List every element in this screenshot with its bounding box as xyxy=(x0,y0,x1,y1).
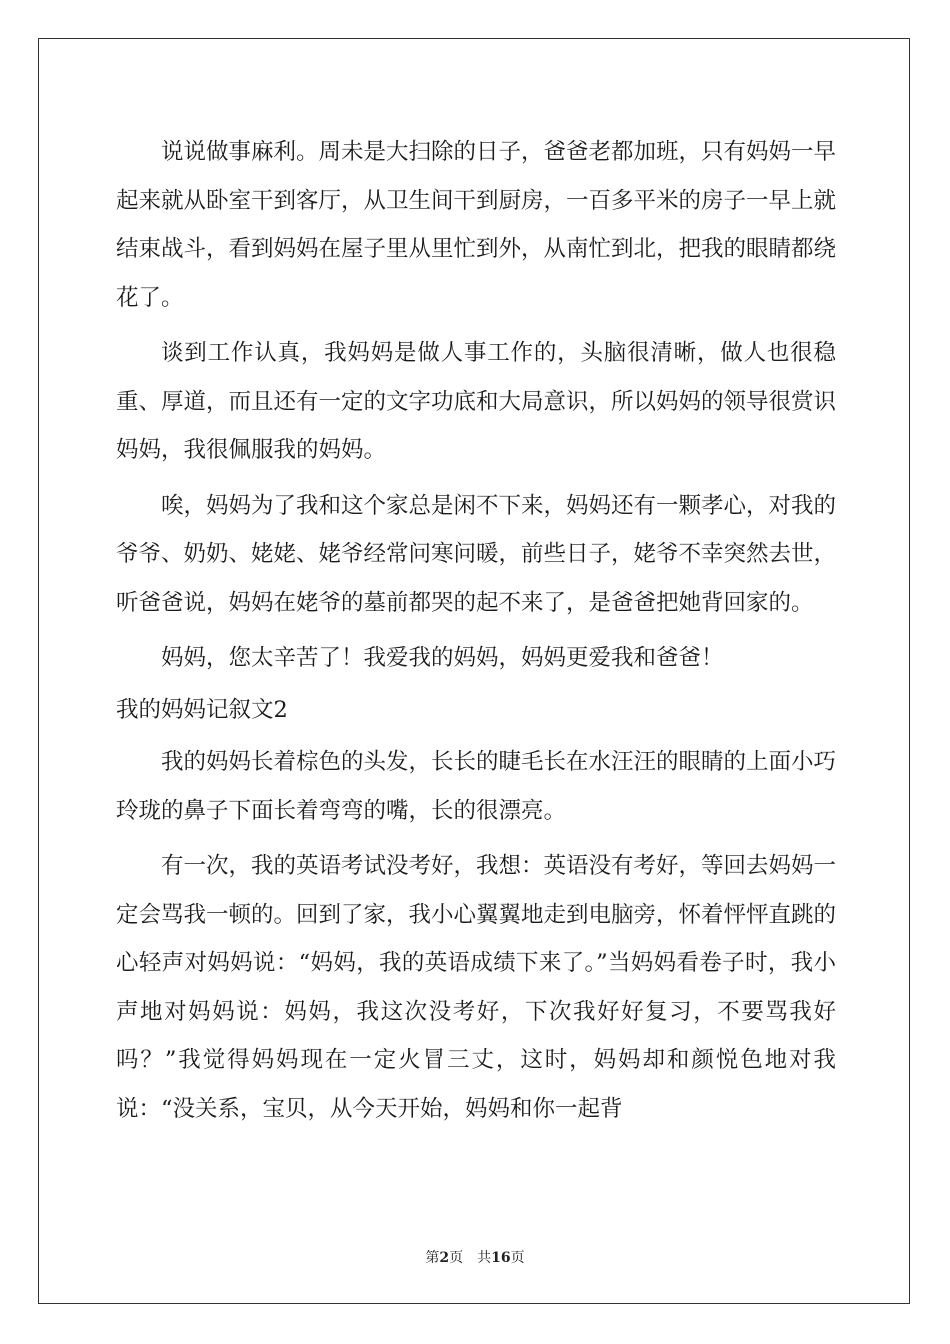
page-suffix: 页 xyxy=(449,1250,464,1266)
total-pages: 16 xyxy=(491,1250,511,1266)
total-suffix: 页 xyxy=(510,1250,525,1266)
page-prefix: 第 xyxy=(425,1250,440,1266)
section-title: 我的妈妈记叙文2 xyxy=(116,696,288,723)
paragraph: 唉，妈妈为了我和这个家总是闲不下来，妈妈还有一颗孝心，对我的爷爷、奶奶、姥姥、姥爷经常问寒问暖，前些日子，姥爷不幸突然去世，听爸爸说，妈妈在姥爷的墓前都哭的起不来了，是爸爸把她背回家的。 xyxy=(116,492,837,616)
paragraph: 我的妈妈长着棕色的头发，长长的睫毛长在水汪汪的眼睛的上面小巧玲珑的鼻子下面长着弯弯的嘴，长的很漂亮。 xyxy=(116,749,837,824)
paragraph: 谈到工作认真，我妈妈是做人事工作的，头脑很清晰，做人也很稳重、厚道，而且还有一定的文字功底和大局意识，所以妈妈的领导很赏识妈妈，我很佩服我的妈妈。 xyxy=(116,340,837,463)
document-body xyxy=(116,128,836,1133)
paragraph: 有一次，我的英语考试没考好，我想：英语没有考好，等回去妈妈一定会骂我一顿的。回到了家，我小心翼翼地走到电脑旁，怀着怦怦直跳的心轻声对妈妈说：“妈妈，我的英语成绩下来了。”当妈妈看卷子时，我小声地对妈妈说：妈妈，我这次没考好，下次我好好复习，不要骂我好吗？”我觉得妈妈现在一定火冒三丈，这时，妈妈却和颜悦色地对我说：“没关系，宝贝，从今天开始，妈妈和你一起背 xyxy=(116,853,837,1122)
paragraph: 妈妈，您太辛苦了！我爱我的妈妈，妈妈更爱我和爸爸！ xyxy=(161,645,724,671)
page-footer xyxy=(0,1247,950,1267)
total-prefix: 共 xyxy=(477,1250,492,1266)
paragraph: 说说做事麻利。周未是大扫除的日子，爸爸老都加班，只有妈妈一早起来就从卧室干到客厅，从卫生间干到厨房，一百多平米的房子一早上就结束战斗，看到妈妈在屋子里从里忙到外，从南忙到北，把我的眼睛都绕花了。 xyxy=(116,139,837,311)
page-number: 2 xyxy=(439,1250,450,1266)
